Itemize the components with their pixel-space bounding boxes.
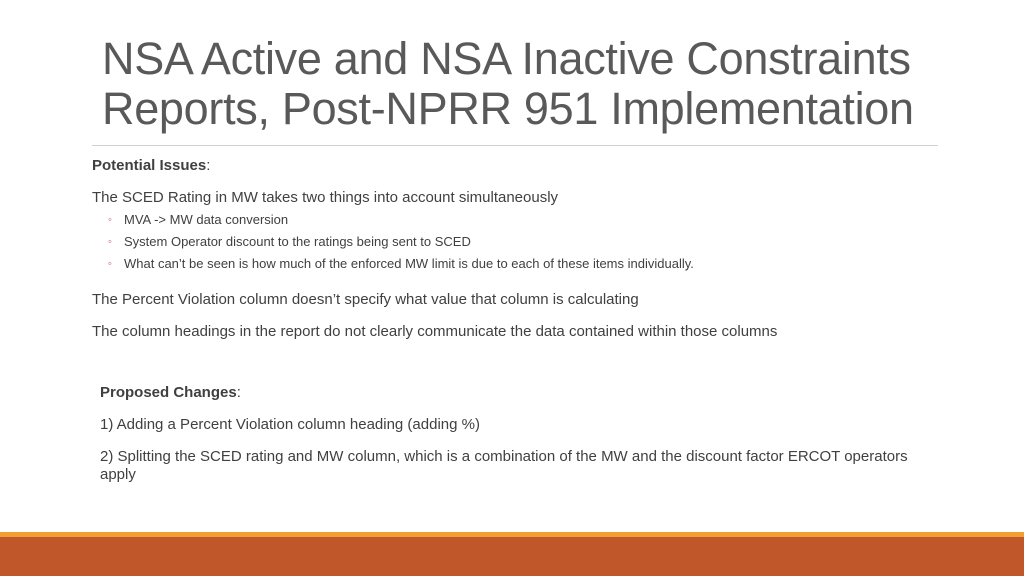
bullet-icon: ◦ [108, 258, 112, 270]
footer-band [0, 537, 1024, 576]
issues-paragraph-3: The column headings in the report do not clearly communicate the data contained within those columns [92, 323, 778, 340]
proposed-heading-colon: : [236, 384, 241, 401]
list-item [108, 209, 952, 231]
issues-section [92, 157, 952, 355]
issues-heading-text: Potential Issues [92, 157, 207, 174]
proposed-heading [100, 384, 930, 402]
bullet-text: What can’t be seen is how much of the enforced MW limit is due to each of these items individually. [124, 256, 694, 271]
bullet-text: MVA -> MW data conversion [124, 212, 289, 227]
issues-heading [92, 157, 952, 175]
proposed-heading-text: Proposed Changes [100, 384, 237, 401]
list-item [108, 253, 952, 275]
proposed-section [100, 384, 930, 498]
proposed-item-1: 1) Adding a Percent Violation column heading (adding %) [100, 416, 480, 433]
bullet-icon: ◦ [108, 236, 112, 248]
issues-bullet-list [92, 209, 952, 275]
issues-paragraph-2: The Percent Violation column doesn’t specify what value that column is calculating [92, 291, 639, 308]
proposed-item-2: 2) Splitting the SCED rating and MW column, which is a combination of the MW and the discount factor ERCOT operators apply [100, 448, 908, 483]
issues-intro: The SCED Rating in MW takes two things into account simultaneously [92, 189, 559, 206]
title-divider [92, 145, 938, 146]
title-line-1: NSA Active and NSA Inactive Constraints [102, 33, 911, 84]
list-item [108, 231, 952, 253]
bullet-icon: ◦ [108, 214, 112, 226]
title-line-2: Reports, Post-NPRR 951 Implementation [102, 83, 914, 134]
slide-title [102, 34, 962, 134]
bullet-text: System Operator discount to the ratings being sent to SCED [124, 234, 471, 249]
issues-heading-colon: : [206, 157, 211, 174]
